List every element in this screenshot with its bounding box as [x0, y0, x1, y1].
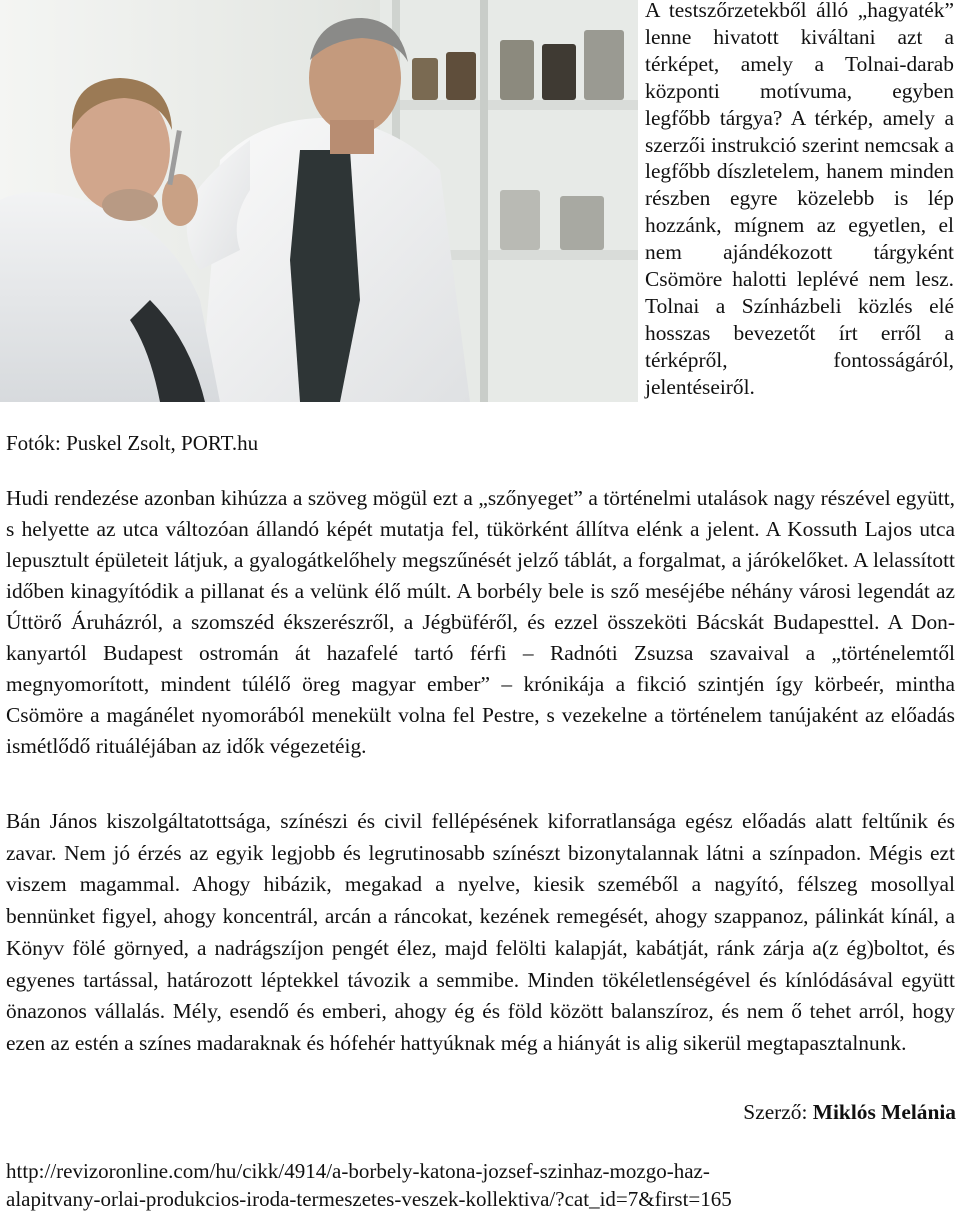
side-paragraph: A testszőrzetekből álló „hagyaték” lenne hivatott kiváltani azt a térképet, amely a Tolnai-darab központi motívuma, egyben legfőbb tárgya? A térkép, amely a szerzői instrukció szerint nemcsak a legfőbb díszletelem, hanem minden részben egyre közelebb is lép hozzánk, mígnem az egyetlen, el nem ajándékozott tárgyként Csömöre halotti leplévé nem lesz. Tolnai a Színházbeli közlés elé hosszas bevezetőt írt erről a térképről, fontosságáról, jelentéseiről.	[645, 0, 954, 399]
side-column-text	[645, 0, 954, 401]
barber-scene-illustration	[0, 0, 638, 402]
author-line	[743, 1098, 956, 1126]
source-url-line-1[interactable]: http://revizoronline.com/hu/cikk/4914/a-borbely-katona-jozsef-szinhaz-mozgo-haz-	[6, 1159, 710, 1183]
body-paragraph-2: Bán János kiszolgáltatottsága, színészi és civil fellépésének kiforratlansága egész előadás alatt feltűnik és zavar. Nem jó érzés az egyik legjobb és legrutinosabb színészt bizonytalannak látni a színpadon. Mégis ezt viszem magammal. Ahogy hibázik, megakad a nyelve, kiesik szeméből a nagyító, félszeg mosollyal bennünket figyel, ahogy koncentrál, arcán a ráncokat, kezének remegését, ahogy szappanoz, pálinkát kínál, a Könyv fölé görnyed, a nadrágszíjon pengét élez, majd felölti kalapját, kabátját, ránk zárja a(z ég)boltot, és egyenes tartással, határozott léptekkel távozik a semmibe. Minden tökéletlenségével és kínlódásával együtt önazonos vállalás. Mély, esendő és emberi, ahogy ég és föld között balanszíroz, és nem ő tehet arról, hogy ezen az estén a színes madaraknak és hófehér hattyúknak még a hiányát is alig sikerül megtapasztalnunk.	[6, 809, 955, 1055]
author-name: Miklós Melánia	[812, 1100, 956, 1124]
article-body-continued	[6, 806, 955, 1060]
article-photo	[0, 0, 638, 402]
source-url[interactable]	[6, 1157, 956, 1213]
article-body	[6, 483, 955, 762]
author-prefix: Szerző:	[743, 1100, 813, 1124]
source-url-line-2[interactable]: alapitvany-orlai-produkcios-iroda-termeszetes-veszek-kollektiva/?cat_id=7&first=165	[6, 1187, 732, 1211]
body-paragraph-1: Hudi rendezése azonban kihúzza a szöveg mögül ezt a „szőnyeget” a történelmi utalások nagy részével együtt, s helyette az utca változóan állandó képét mutatja fel, tükörként állítva elénk a jelent. A Kossuth Lajos utca lepusztult épületeit látjuk, a gyalogátkelőhely megszűnését jelző táblát, a forgalmat, a járókelőket. A lelassított időben kinagyítódik a pillanat és a velünk élő múlt. A borbély bele is sző meséjébe néhány városi legendát az Úttörő Áruházról, a szomszéd ékszerészről, a Jégbüféről, és ezzel összeköti Bácskát Budapesttel. A Don-kanyartól Budapest ostromán át hazafelé tartó férfi – Radnóti Zsuzsa szavaival a „történelemtől megnyomorított, mindent túlélő öreg magyar ember” – krónikája a fikció szintjén így körbeér, mintha Csömöre a magánélet nyomorából menekült volna fel Pestre, s vezekelne a történelem tanújaként az előadás ismétlődő rituáléjában az idők végezetéig.	[6, 486, 955, 758]
photo-caption: Fotók: Puskel Zsolt, PORT.hu	[6, 431, 259, 455]
